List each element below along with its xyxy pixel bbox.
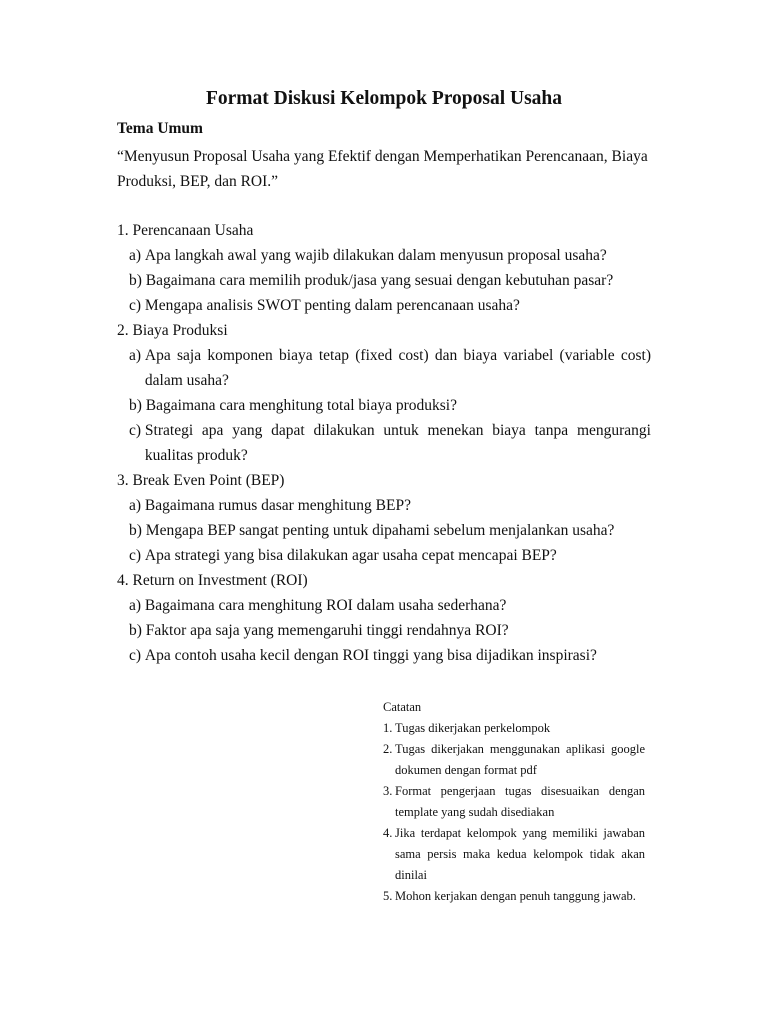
question-item: [129, 518, 651, 543]
question-item: [129, 343, 651, 393]
question-item: [129, 268, 651, 293]
note-number: 5.: [383, 889, 393, 903]
question-text: Bagaimana rumus dasar menghitung BEP?: [144, 497, 411, 514]
question-item: [129, 393, 651, 418]
question-text: Bagaimana cara memilih produk/jasa yang sesuai dengan kebutuhan pasar?: [145, 272, 614, 289]
question-letter: b): [129, 272, 142, 289]
note-text: Format pengerjaan tugas disesuaikan dengan template yang sudah disediakan: [395, 784, 645, 819]
note-number: 3.: [383, 784, 393, 798]
question-letter: c): [129, 422, 142, 439]
question-text: Apa saja komponen biaya tetap (fixed cost) dan biaya variabel (variable cost) dalam usaha?: [144, 347, 651, 389]
question-item: [129, 293, 651, 318]
question-letter: a): [129, 347, 142, 364]
theme-text: “Menyusun Proposal Usaha yang Efektif dengan Memperhatikan Perencanaan, Biaya Produksi, BEP, dan ROI.”: [117, 148, 648, 190]
question-text: Faktor apa saja yang memengaruhi tinggi rendahnya ROI?: [145, 622, 509, 639]
question-letter: a): [129, 497, 142, 514]
note-item: [383, 718, 645, 739]
question-item: [129, 593, 651, 618]
notes-heading: Catatan: [383, 700, 422, 714]
note-text: Tugas dikerjakan menggunakan aplikasi google dokumen dengan format pdf: [395, 742, 645, 777]
question-letter: a): [129, 247, 142, 264]
section-heading: 2. Biaya Produksi: [117, 322, 228, 339]
note-text: Tugas dikerjakan perkelompok: [395, 721, 551, 735]
note-item: [383, 739, 645, 781]
question-letter: b): [129, 522, 142, 539]
question-item: [129, 618, 651, 643]
question-letter: a): [129, 597, 142, 614]
note-text: Jika terdapat kelompok yang memiliki jawaban sama persis maka kedua kelompok tidak akan dinilai: [395, 826, 645, 882]
theme-heading: Tema Umum: [117, 120, 203, 137]
question-item: [129, 643, 651, 668]
section-heading: 3. Break Even Point (BEP): [117, 472, 285, 489]
section-heading: 4. Return on Investment (ROI): [117, 572, 308, 589]
question-text: Apa langkah awal yang wajib dilakukan dalam menyusun proposal usaha?: [144, 247, 607, 264]
question-letter: b): [129, 397, 142, 414]
notes-box: [383, 697, 645, 907]
question-item: [129, 543, 651, 568]
question-item: [129, 493, 651, 518]
note-item: [383, 823, 645, 886]
note-number: 1.: [383, 721, 393, 735]
question-sections: [117, 218, 651, 668]
note-number: 2.: [383, 742, 393, 756]
question-letter: b): [129, 622, 142, 639]
question-text: Apa contoh usaha kecil dengan ROI tinggi yang bisa dijadikan inspirasi?: [144, 647, 597, 664]
question-text: Mengapa BEP sangat penting untuk dipahami sebelum menjalankan usaha?: [145, 522, 615, 539]
note-item: [383, 886, 645, 907]
question-text: Apa strategi yang bisa dilakukan agar usaha cepat mencapai BEP?: [144, 547, 557, 564]
note-number: 4.: [383, 826, 393, 840]
question-letter: c): [129, 297, 142, 314]
question-text: Strategi apa yang dapat dilakukan untuk menekan biaya tanpa mengurangi kualitas produk?: [144, 422, 651, 464]
question-letter: c): [129, 547, 142, 564]
section-heading: 1. Perencanaan Usaha: [117, 222, 254, 239]
question-item: [129, 243, 651, 268]
question-item: [129, 418, 651, 468]
question-text: Bagaimana cara menghitung total biaya produksi?: [145, 397, 457, 414]
question-text: Mengapa analisis SWOT penting dalam perencanaan usaha?: [144, 297, 520, 314]
question-letter: c): [129, 647, 142, 664]
note-text: Mohon kerjakan dengan penuh tanggung jawab.: [395, 889, 636, 903]
question-text: Bagaimana cara menghitung ROI dalam usaha sederhana?: [144, 597, 507, 614]
document-title: Format Diskusi Kelompok Proposal Usaha: [205, 88, 563, 109]
note-item: [383, 781, 645, 823]
